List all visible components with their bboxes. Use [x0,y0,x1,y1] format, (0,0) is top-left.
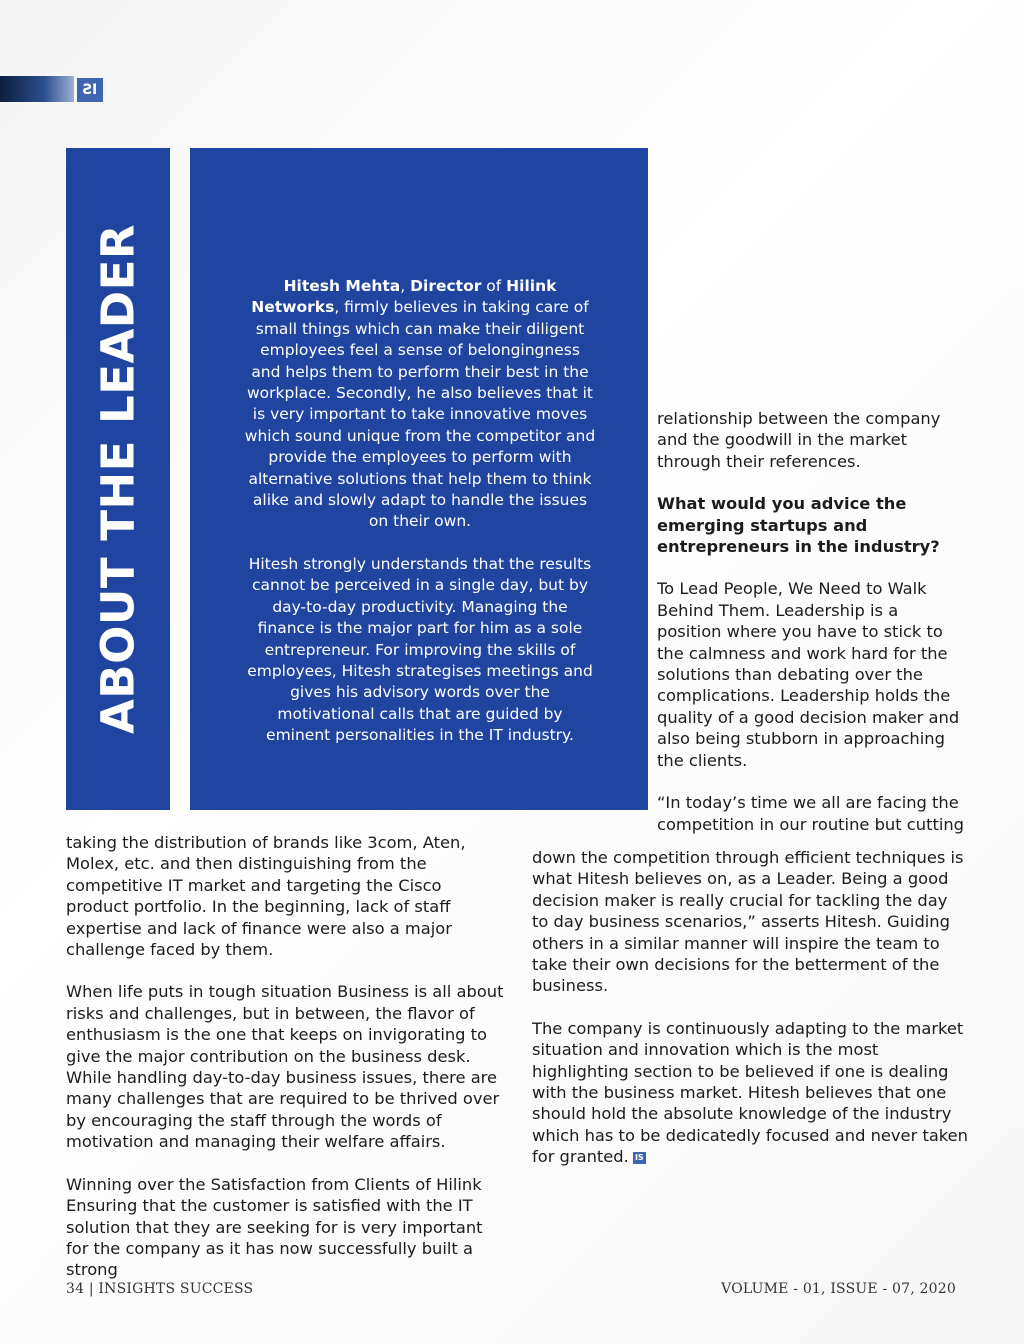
right-column [657,408,967,835]
side-title: ABOUT THE LEADER [91,223,145,735]
right-paragraph-3-start: “In today’s time we all are facing the competition in our routine but cutting [657,793,965,834]
left-paragraph-1: taking the distribution of brands like 3com, Aten, Molex, etc. and then distinguishing from the competitive IT market and targeting the Cisco product portfolio. In the beginning, lack of staff expertise and lack of finance were also a major challenge faced by them. [66,833,466,960]
leader-intro-text [244,276,596,768]
lower-right-paragraph-2: The company is continuously adapting to the market situation and innovation which is the most highlighting section to be believed if one is dealing with the business market. Hitesh believes that one should hold the absolute knowledge of the industry which has to be dedicatedly focused and never taken for granted. IS [532,1018,968,1167]
left-paragraph-3: Winning over the Satisfaction from Clients of Hilink Ensuring that the customer is satisfied with the IT solution that they are seeking for is very important for the company as it has now successfully built a strong [66,1174,483,1280]
footer-issue-info: VOLUME - 01, ISSUE - 07, 2020 [721,1281,956,1297]
header-accent-bar [0,76,74,102]
right-paragraph-1: relationship between the company and the goodwill in the market through their references. [657,409,941,471]
left-column [66,832,506,1302]
lower-right-paragraph-1: down the competition through efficient techniques is what Hitesh believes on, as a Leader. Being a good decision maker is really crucial for tackling the day to day business scenarios,” asserts Hitesh. Guiding others in a similar manner will inspire the team to take their own decisions for the betterment of the business. [532,848,964,996]
intro-paragraph-2: Hitesh strongly understands that the results cannot be perceived in a single day, but by day-to-day productivity. Managing the finance is the major part for him as a sole entrepreneur. For improving the skills of employees, Hitesh strategises meetings and gives his advisory words over the motivational calls that are guided by eminent personalities in the IT industry. [247,554,593,745]
interview-question: What would you advice the emerging startups and entrepreneurs in the industry? [657,494,940,557]
footer-page-number: 34 | INSIGHTS SUCCESS [66,1281,254,1297]
side-title-panel [66,148,170,810]
intro-paragraph-1: Hitesh Mehta, Director of Hilink Networks, firmly believes in taking care of small things which can make their diligent employees feel a sense of belongingness and helps them to perform their best in the workplace. Secondly, he also believes that it is very important to take innovative moves which sound unique from the competitor and provide the employees to perform with alternative solutions that help them to think alike and slowly adapt to handle the issues on their own. [244,277,596,531]
magazine-logo: IS [77,78,103,102]
right-paragraph-2: To Lead People, We Need to Walk Behind Them. Leadership is a position where you have to stick to the calmness and work hard for the solutions than debating over the complications. Leadership holds the quality of a good decision maker and also being stubborn in approaching the clients. [657,579,960,770]
end-mark-icon: IS [633,1152,646,1164]
left-paragraph-2: When life puts in tough situation Business is all about risks and challenges, but in between, the flavor of enthusiasm is the one that keeps on invigorating to give the major contribution on the business desk. While handling day-to-day business issues, there are many challenges that are required to be thrived over by encouraging the staff through the words of motivation and managing their welfare affairs. [66,982,504,1152]
lower-right-column [532,847,968,1189]
leader-intro-panel [190,148,648,810]
